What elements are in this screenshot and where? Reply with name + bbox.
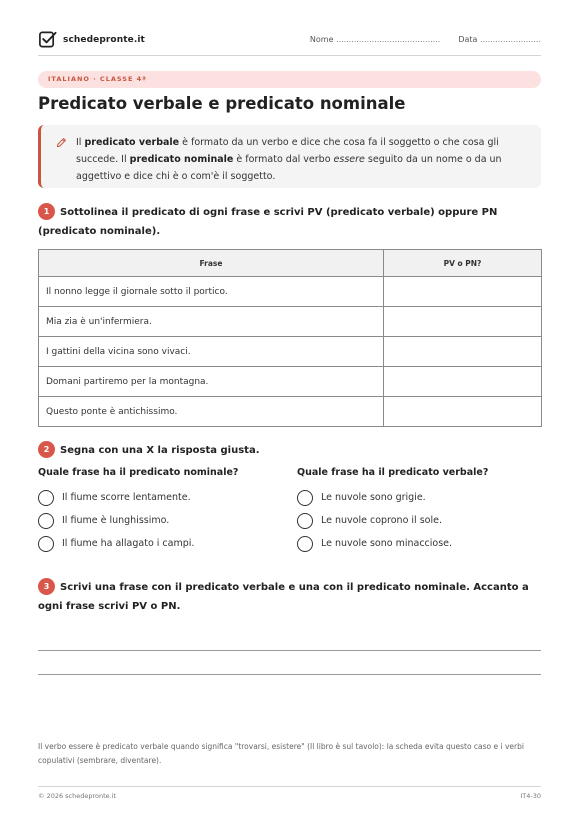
student-fields (310, 35, 541, 44)
site-logo (38, 30, 145, 49)
rule-term-essere: essere (333, 154, 365, 165)
choice-option[interactable] (297, 509, 488, 532)
table-row (39, 397, 542, 427)
sentence-cell: Mia zia è un'infermiera. (39, 307, 384, 337)
checkbox-logo-icon (38, 30, 57, 49)
choice-label: Le nuvole sono grigie. (321, 492, 426, 503)
table-row (39, 337, 542, 367)
answer-cell[interactable] (384, 277, 542, 307)
page-title: Predicato verbale e predicato nominale (38, 94, 406, 113)
rule-text-part: Il (76, 137, 85, 148)
question-3-heading (38, 578, 545, 616)
choice-group-title: Quale frase ha il predicato nominale? (38, 467, 239, 478)
choice-label: Le nuvole sono minacciose. (321, 538, 453, 549)
question-number-badge: 2 (38, 441, 55, 458)
writing-line[interactable] (38, 674, 541, 675)
choice-label: Le nuvole coprono il sole. (321, 515, 442, 526)
choice-group-nominale (38, 467, 238, 555)
radio-circle[interactable] (38, 536, 54, 552)
rule-term-verbale: predicato verbale (84, 137, 180, 148)
choice-group-title: Quale frase ha il predicato verbale? (297, 467, 489, 478)
radio-circle[interactable] (297, 490, 313, 506)
page-header (38, 30, 541, 56)
answer-cell[interactable] (384, 337, 542, 367)
rule-text-part: seguito da un nome o da un aggettivo e dice chi è o com'è il soggetto. (76, 154, 502, 182)
name-field[interactable] (310, 35, 440, 44)
column-header-answer: PV o PN? (384, 250, 542, 277)
date-field[interactable] (458, 35, 541, 44)
radio-circle[interactable] (297, 513, 313, 529)
table-row (39, 307, 542, 337)
radio-circle[interactable] (297, 536, 313, 552)
writing-line[interactable] (38, 650, 541, 651)
pencil-icon (56, 137, 67, 148)
rule-text (76, 134, 531, 185)
choice-option[interactable] (297, 532, 488, 555)
question-2-heading (38, 441, 545, 460)
choice-label: Il fiume scorre lentamente. (62, 492, 191, 503)
table-header-row (39, 250, 542, 277)
page-footer (38, 786, 541, 800)
question-3-text: Scrivi una frase con il predicato verbale e una con il predicato nominale. Accanto a ogni frase scrivi PV o PN. (38, 582, 529, 612)
choice-label: Il fiume è lunghissimo. (62, 515, 170, 526)
sentence-cell: Il nonno legge il giornale sotto il portico. (39, 277, 384, 307)
copyright-text: © 2026 schedepronte.it (38, 792, 117, 800)
table-row (39, 277, 542, 307)
radio-circle[interactable] (38, 513, 54, 529)
subject-kicker: ITALIANO · CLASSE 4ª (38, 71, 541, 88)
sentence-cell: I gattini della vicina sono vivaci. (39, 337, 384, 367)
exercise-table (38, 249, 542, 427)
teacher-note: Il verbo essere è predicato verbale quando significa "trovarsi, esistere" (Il libro è sul tavolo): la scheda evita questo caso e i verbi copulativi (sembrare, diventare). (38, 742, 524, 765)
choice-option[interactable] (38, 532, 238, 555)
question-2-text: Segna con una X la risposta giusta. (60, 445, 260, 456)
sentence-cell: Domani partiremo per la montagna. (39, 367, 384, 397)
sentence-cell: Questo ponte è antichissimo. (39, 397, 384, 427)
column-header-sentence: Frase (39, 250, 384, 277)
radio-circle[interactable] (38, 490, 54, 506)
answer-cell[interactable] (384, 307, 542, 337)
answer-cell[interactable] (384, 397, 542, 427)
rule-term-nominale: predicato nominale (129, 154, 234, 165)
question-1-text: Sottolinea il predicato di ogni frase e scrivi PV (predicato verbale) oppure PN (predicato nominale). (38, 207, 498, 237)
name-label: Nome (309, 35, 334, 44)
worksheet-code: IT4-30 (520, 792, 541, 800)
question-number-badge: 1 (38, 203, 55, 220)
rule-box (38, 125, 541, 188)
answer-cell[interactable] (384, 367, 542, 397)
table-row (39, 367, 542, 397)
question-1-heading (38, 203, 545, 241)
choice-group-verbale (297, 467, 488, 555)
choice-option[interactable] (38, 486, 238, 509)
date-label: Data (458, 35, 478, 44)
rule-text-part: è formato da un verbo e dice che cosa fa il soggetto o che cosa gli succede. Il (76, 137, 499, 165)
choice-option[interactable] (297, 486, 488, 509)
choice-option[interactable] (38, 509, 238, 532)
rule-text-part: è formato dal verbo (233, 154, 334, 165)
question-number-badge: 3 (38, 578, 55, 595)
site-name: schedepronte.it (63, 34, 145, 45)
name-dots: ......................................... (336, 35, 441, 44)
date-dots: ........................ (479, 35, 541, 44)
choice-label: Il fiume ha allagato i campi. (62, 538, 195, 549)
